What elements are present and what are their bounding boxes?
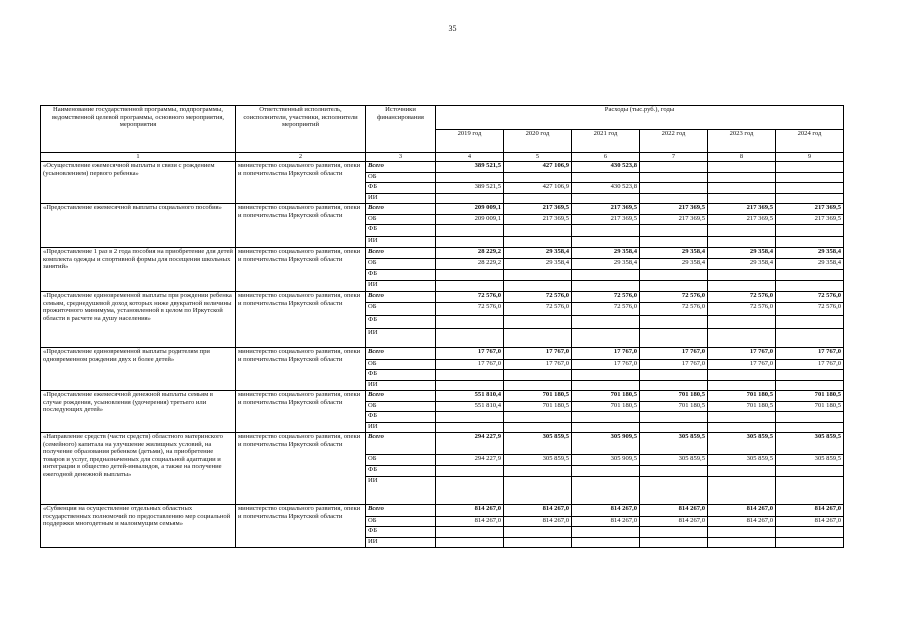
expense-value: 29 358,4 — [572, 248, 640, 259]
expense-value: 17 767,0 — [640, 360, 708, 370]
expense-value: 701 180,5 — [776, 391, 844, 402]
funding-source: Всего — [366, 391, 436, 402]
expense-value: 814 267,0 — [708, 505, 776, 517]
expense-value: 305 909,5 — [572, 455, 640, 466]
expense-value — [776, 527, 844, 538]
expense-value — [776, 466, 844, 477]
expense-value — [504, 270, 572, 281]
funding-source: Всего — [366, 292, 436, 303]
funding-source: Всего — [366, 348, 436, 360]
expense-value: 217 369,5 — [572, 215, 640, 225]
expense-value: 305 859,5 — [776, 455, 844, 466]
expense-value: 701 180,5 — [504, 402, 572, 412]
expense-value: 72 576,0 — [504, 303, 572, 316]
expense-value: 217 369,5 — [504, 204, 572, 215]
expense-value: 217 369,5 — [776, 204, 844, 215]
expense-value: 72 576,0 — [504, 292, 572, 303]
expense-value: 217 369,5 — [640, 215, 708, 225]
expense-value: 17 767,0 — [436, 360, 504, 370]
funding-source: ФБ — [366, 466, 436, 477]
expense-value: 217 369,5 — [572, 204, 640, 215]
expense-value: 217 369,5 — [640, 204, 708, 215]
expense-value — [436, 281, 504, 292]
expense-value — [436, 173, 504, 183]
expense-value: 29 358,4 — [504, 248, 572, 259]
funding-source: ФБ — [366, 225, 436, 237]
expense-value — [640, 381, 708, 391]
expense-value: 294 227,9 — [436, 455, 504, 466]
expense-value — [708, 162, 776, 173]
funding-source: ФБ — [366, 527, 436, 538]
header-year: 2020 год — [504, 129, 572, 153]
expense-value — [776, 370, 844, 381]
expense-value: 305 909,5 — [572, 433, 640, 455]
activity-executor: министерство социального развития, опеки и попечительства Иркутской области — [236, 391, 366, 433]
funding-source: ОБ — [366, 303, 436, 316]
expense-value: 814 267,0 — [436, 505, 504, 517]
expense-value: 72 576,0 — [640, 303, 708, 316]
expense-value: 217 369,5 — [776, 215, 844, 225]
funding-source: ОБ — [366, 455, 436, 466]
expense-value: 814 267,0 — [436, 517, 504, 527]
activity-executor: министерство социального развития, опеки и попечительства Иркутской области — [236, 348, 366, 391]
column-number: 8 — [708, 153, 776, 162]
header-source: Источники финансирования — [366, 106, 436, 153]
activity-total-row — [41, 204, 844, 215]
expense-value — [436, 538, 504, 548]
expense-value: 17 767,0 — [708, 360, 776, 370]
expense-value — [708, 477, 776, 505]
expense-value: 209 009,1 — [436, 215, 504, 225]
expense-value: 305 859,5 — [640, 433, 708, 455]
expense-value: 72 576,0 — [572, 303, 640, 316]
header-name: Наименование государственной программы, подпрограммы, ведомственной целевой программы, основного мероприятия, мероприятия — [41, 106, 236, 153]
expense-value: 29 358,4 — [640, 248, 708, 259]
expense-value — [776, 412, 844, 423]
expense-value — [572, 173, 640, 183]
funding-source: ФБ — [366, 183, 436, 194]
expense-value: 29 358,4 — [640, 259, 708, 270]
expense-value: 17 767,0 — [572, 360, 640, 370]
expense-value — [708, 381, 776, 391]
expense-value: 28 229,2 — [436, 248, 504, 259]
funding-source: ФБ — [366, 412, 436, 423]
expense-value: 389 521,5 — [436, 162, 504, 173]
expense-value — [708, 423, 776, 433]
expense-value: 72 576,0 — [708, 303, 776, 316]
table-body — [41, 162, 844, 548]
expense-value: 29 358,4 — [776, 259, 844, 270]
expense-value: 217 369,5 — [708, 215, 776, 225]
expense-value — [776, 281, 844, 292]
expense-value — [640, 162, 708, 173]
funding-source: Всего — [366, 248, 436, 259]
expense-value — [572, 225, 640, 237]
expense-value — [504, 423, 572, 433]
expense-value — [708, 412, 776, 423]
expense-value — [436, 237, 504, 248]
expense-value — [640, 237, 708, 248]
column-number: 1 — [41, 153, 236, 162]
expense-value: 551 810,4 — [436, 391, 504, 402]
expense-value — [504, 412, 572, 423]
expense-value — [640, 538, 708, 548]
funding-source: ОБ — [366, 173, 436, 183]
expense-value: 29 358,4 — [708, 259, 776, 270]
expense-value — [640, 477, 708, 505]
expense-value — [504, 194, 572, 204]
expense-value — [504, 237, 572, 248]
funding-source: ОБ — [366, 259, 436, 270]
activity-total-row — [41, 505, 844, 517]
expense-value: 701 180,5 — [572, 391, 640, 402]
funding-source: ФБ — [366, 370, 436, 381]
expense-value: 17 767,0 — [572, 348, 640, 360]
expense-value — [504, 538, 572, 548]
expense-value — [708, 370, 776, 381]
expense-value — [640, 370, 708, 381]
expense-value: 17 767,0 — [776, 360, 844, 370]
activity-total-row — [41, 391, 844, 402]
expense-value — [640, 527, 708, 538]
activity-name: «Предоставление ежемесячной денежной выплаты семьям в случае рождения, усыновления (удочерения) третьего или последующих детей» — [41, 391, 236, 433]
expense-value — [572, 527, 640, 538]
expense-value — [708, 173, 776, 183]
expense-value — [436, 466, 504, 477]
activity-executor: министерство социального развития, опеки и попечительства Иркутской области — [236, 433, 366, 505]
expense-value — [504, 381, 572, 391]
expense-value: 294 227,9 — [436, 433, 504, 455]
expense-value — [436, 370, 504, 381]
activity-name: «Осуществление ежемесячной выплаты в связи с рождением (усыновлением) первого ребенка» — [41, 162, 236, 204]
expense-value: 29 358,4 — [708, 248, 776, 259]
column-number: 6 — [572, 153, 640, 162]
activity-executor: министерство социального развития, опеки и попечительства Иркутской области — [236, 204, 366, 248]
expense-value: 814 267,0 — [640, 517, 708, 527]
expense-value: 389 521,5 — [436, 183, 504, 194]
expense-value — [640, 423, 708, 433]
expense-value — [776, 225, 844, 237]
expense-value — [572, 316, 640, 329]
funding-source: ОБ — [366, 360, 436, 370]
header-year: 2021 год — [572, 129, 640, 153]
expense-value — [436, 316, 504, 329]
expense-value: 28 229,2 — [436, 259, 504, 270]
header-executor: Ответственный исполнитель, соисполнители, участники, исполнители мероприятий — [236, 106, 366, 153]
expense-value — [776, 183, 844, 194]
expense-value: 29 358,4 — [504, 259, 572, 270]
expense-value — [640, 466, 708, 477]
expense-value: 814 267,0 — [572, 505, 640, 517]
expense-value: 29 358,4 — [776, 248, 844, 259]
expense-value — [708, 466, 776, 477]
expense-value: 430 523,8 — [572, 162, 640, 173]
activity-executor: министерство социального развития, опеки и попечительства Иркутской области — [236, 292, 366, 348]
expense-value: 814 267,0 — [776, 505, 844, 517]
expense-value: 72 576,0 — [708, 292, 776, 303]
expense-value — [572, 237, 640, 248]
funding-source: Всего — [366, 204, 436, 215]
funding-source: ИИ — [366, 237, 436, 248]
expense-value — [776, 162, 844, 173]
expense-value: 814 267,0 — [572, 517, 640, 527]
funding-source: ФБ — [366, 316, 436, 329]
expense-value — [708, 194, 776, 204]
expense-value — [572, 329, 640, 348]
activity-executor: министерство социального развития, опеки и попечительства Иркутской области — [236, 162, 366, 204]
expense-value — [776, 237, 844, 248]
expense-value — [640, 281, 708, 292]
expense-value: 17 767,0 — [708, 348, 776, 360]
expense-value — [776, 381, 844, 391]
header-year: 2022 год — [640, 129, 708, 153]
expense-value — [776, 270, 844, 281]
column-number: 3 — [366, 153, 436, 162]
expense-value: 17 767,0 — [776, 348, 844, 360]
funding-source: ОБ — [366, 215, 436, 225]
expense-value: 217 369,5 — [504, 215, 572, 225]
expense-value — [708, 538, 776, 548]
header-year: 2019 год — [436, 129, 504, 153]
header-expenses: Расходы (тыс.руб.), годы — [436, 106, 844, 130]
expense-value: 72 576,0 — [640, 292, 708, 303]
expense-value — [708, 527, 776, 538]
expense-value — [776, 477, 844, 505]
funding-source: Всего — [366, 433, 436, 455]
expense-value: 814 267,0 — [640, 505, 708, 517]
expense-value — [708, 237, 776, 248]
expense-value — [572, 281, 640, 292]
activity-name: «Предоставление единовременной выплаты родителям при одновременном рождении двух и более детей» — [41, 348, 236, 391]
expense-value — [640, 329, 708, 348]
expense-value: 701 180,5 — [504, 391, 572, 402]
expense-value: 72 576,0 — [572, 292, 640, 303]
expense-value — [572, 412, 640, 423]
expense-value — [504, 370, 572, 381]
activity-name: «Предоставление 1 раз в 2 года пособия на приобретение для детей комплекта одежды и спортивной формы для посещения школьных занятий» — [41, 248, 236, 292]
expense-value — [436, 225, 504, 237]
column-number: 5 — [504, 153, 572, 162]
expense-value: 72 576,0 — [776, 292, 844, 303]
expense-value: 17 767,0 — [436, 348, 504, 360]
expense-value — [776, 538, 844, 548]
expense-value — [572, 538, 640, 548]
expense-value: 217 369,5 — [708, 204, 776, 215]
expense-value — [640, 173, 708, 183]
activity-total-row — [41, 348, 844, 360]
header-year: 2024 год — [776, 129, 844, 153]
expense-value — [436, 527, 504, 538]
funding-source: ИИ — [366, 423, 436, 433]
expense-value — [504, 527, 572, 538]
expense-value: 72 576,0 — [436, 292, 504, 303]
funding-source: Всего — [366, 505, 436, 517]
expense-value: 701 180,5 — [640, 402, 708, 412]
expense-value — [640, 194, 708, 204]
expense-value — [708, 225, 776, 237]
expense-value: 305 859,5 — [504, 433, 572, 455]
expense-value: 701 180,5 — [708, 391, 776, 402]
expense-value — [640, 225, 708, 237]
expense-value — [776, 423, 844, 433]
activity-executor: министерство социального развития, опеки и попечительства Иркутской области — [236, 248, 366, 292]
expense-value — [504, 466, 572, 477]
expense-value: 814 267,0 — [776, 517, 844, 527]
expense-value: 701 180,5 — [776, 402, 844, 412]
funding-source: ИИ — [366, 381, 436, 391]
expense-value — [708, 316, 776, 329]
expense-value — [572, 270, 640, 281]
activity-executor: министерство социального развития, опеки и попечительства Иркутской области — [236, 505, 366, 548]
funding-source: ИИ — [366, 538, 436, 548]
expense-value — [708, 281, 776, 292]
expense-value — [504, 281, 572, 292]
expense-value: 29 358,4 — [572, 259, 640, 270]
expense-value: 17 767,0 — [504, 360, 572, 370]
header-year: 2023 год — [708, 129, 776, 153]
expense-value — [504, 173, 572, 183]
expense-value: 305 859,5 — [640, 455, 708, 466]
expense-value — [572, 423, 640, 433]
expense-value — [436, 194, 504, 204]
activity-total-row — [41, 292, 844, 303]
expense-value — [776, 316, 844, 329]
expense-value — [572, 194, 640, 204]
funding-source: ИИ — [366, 281, 436, 292]
expense-value: 814 267,0 — [504, 505, 572, 517]
budget-table — [40, 105, 844, 548]
funding-source: ФБ — [366, 270, 436, 281]
expense-value — [776, 173, 844, 183]
expense-value: 427 106,9 — [504, 183, 572, 194]
expense-value: 72 576,0 — [436, 303, 504, 316]
expense-value — [640, 270, 708, 281]
expense-value — [436, 423, 504, 433]
activity-name: «Субвенция на осуществление отдельных областных государственных полномочий по предоставлению мер социальной поддержки многодетным и малоимущим семьям» — [41, 505, 236, 548]
expense-value: 551 810,4 — [436, 402, 504, 412]
expense-value — [708, 329, 776, 348]
expense-value — [572, 381, 640, 391]
funding-source: ОБ — [366, 517, 436, 527]
expense-value — [572, 477, 640, 505]
column-number: 7 — [640, 153, 708, 162]
expense-value: 701 180,5 — [708, 402, 776, 412]
expense-value: 72 576,0 — [776, 303, 844, 316]
column-number: 9 — [776, 153, 844, 162]
expense-value: 701 180,5 — [572, 402, 640, 412]
expense-value — [504, 225, 572, 237]
expense-value — [640, 316, 708, 329]
expense-value — [640, 412, 708, 423]
column-number: 2 — [236, 153, 366, 162]
expense-value: 17 767,0 — [504, 348, 572, 360]
expense-value — [640, 183, 708, 194]
expense-value: 305 859,5 — [776, 433, 844, 455]
expense-value — [504, 316, 572, 329]
expense-value — [436, 329, 504, 348]
expense-value — [436, 477, 504, 505]
funding-source: ИИ — [366, 329, 436, 348]
expense-value: 814 267,0 — [708, 517, 776, 527]
expense-value — [436, 270, 504, 281]
funding-source: ОБ — [366, 402, 436, 412]
expense-value — [572, 466, 640, 477]
expense-value: 305 859,5 — [708, 455, 776, 466]
column-number: 4 — [436, 153, 504, 162]
expense-value — [572, 370, 640, 381]
funding-source: Всего — [366, 162, 436, 173]
activity-total-row — [41, 248, 844, 259]
expense-value — [708, 270, 776, 281]
activity-name: «Предоставление ежемесячной выплаты социального пособия» — [41, 204, 236, 248]
expense-value: 209 009,1 — [436, 204, 504, 215]
expense-value: 427 106,9 — [504, 162, 572, 173]
expense-value — [504, 329, 572, 348]
page-number: 35 — [448, 24, 457, 33]
expense-value — [436, 381, 504, 391]
activity-name: «Направление средств (части средств) областного материнского (семейного) капитала на улучшение жилищных условий, на получение образования ребенком (детьми), на приобретение товаров и услуг, предназначенных для социальной адаптации и интеграции в общество детей-инвалидов, а также на получение ежегодной денежной выплаты» — [41, 433, 236, 505]
expense-value: 305 859,5 — [708, 433, 776, 455]
expense-value: 17 767,0 — [640, 348, 708, 360]
expense-value: 814 267,0 — [504, 517, 572, 527]
expense-value — [504, 477, 572, 505]
expense-value — [776, 329, 844, 348]
expense-value — [708, 183, 776, 194]
activity-total-row — [41, 162, 844, 173]
expense-value: 701 180,5 — [640, 391, 708, 402]
expense-value — [436, 412, 504, 423]
expense-value: 305 859,5 — [504, 455, 572, 466]
funding-source: ИИ — [366, 194, 436, 204]
activity-total-row — [41, 433, 844, 455]
activity-name: «Предоставление единовременной выплаты при рождении ребенка семьям, среднедушевой доход которых ниже двукратной величины прожиточного минимума, установленной в целом по Иркутской области в расчете на душу населения» — [41, 292, 236, 348]
expense-value: 430 523,8 — [572, 183, 640, 194]
funding-source: ИИ — [366, 477, 436, 505]
expense-value — [776, 194, 844, 204]
